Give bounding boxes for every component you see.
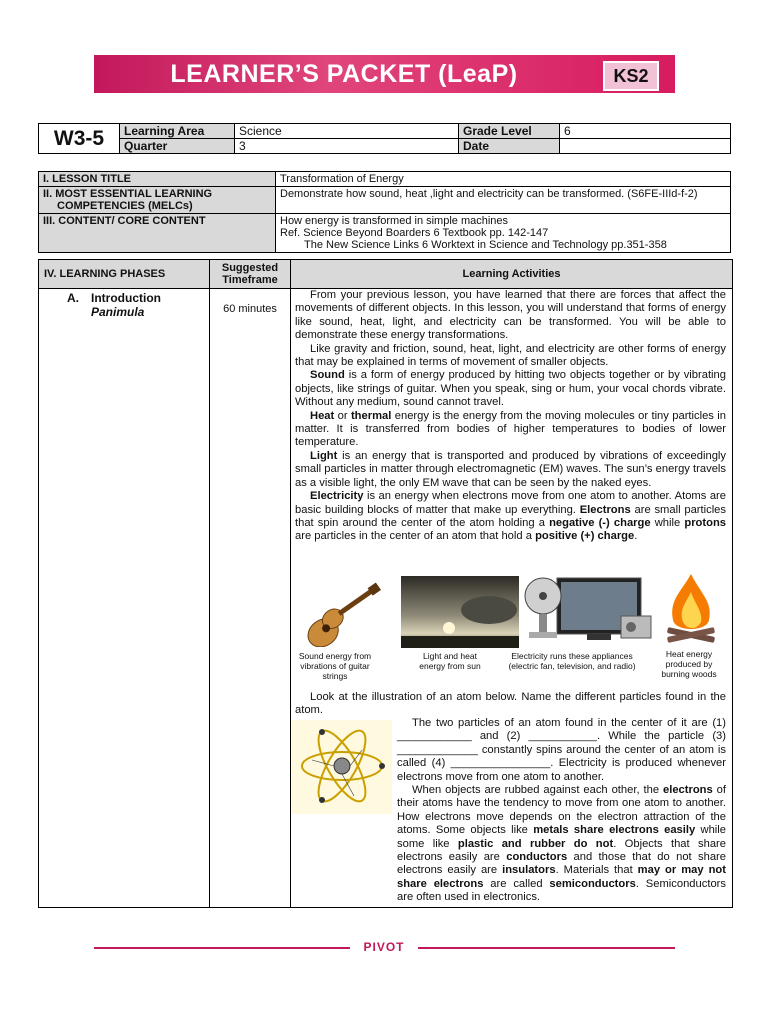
term-negative: negative (-) charge	[549, 516, 651, 529]
sunset-image	[401, 576, 519, 648]
activities-intro	[295, 289, 726, 544]
quarter-value: 3	[235, 139, 459, 154]
caption-guitar: Sound energy from vibrations of guitar strings	[298, 651, 372, 681]
term-plastic: plastic and rubber do not	[457, 837, 614, 850]
activities-col-header: Learning Activities	[462, 268, 561, 280]
header-table	[38, 123, 731, 154]
caption-appliances: Electricity runs these appliances (electric fan, television, and radio)	[508, 651, 636, 671]
rub-text-g: . Objects that share electrons easily are	[397, 837, 726, 864]
elec-text-g: are particles in the center of an atom that hold a	[295, 530, 536, 543]
phase-subtitle: Panimula	[91, 305, 145, 319]
learning-area-value: Science	[235, 124, 459, 139]
footer-rule-right	[418, 947, 675, 949]
timeframe-header-line1: Suggested	[221, 262, 279, 274]
rub-text-k: . Materials that	[555, 864, 638, 877]
lesson-title-value: Transformation of Energy	[276, 172, 731, 187]
paragraph-forms: Like gravity and friction, sound, heat, light, and electricity are other forms of energy that may be explained in terms of movement of smaller objects.	[295, 342, 726, 369]
light-text: is an energy that is transported and produced by vibrations of exceedingly small particles in matter through electromagnetic (EM) waves. The sun’s energy travels as a visible light, the only EM wave that can be seen by the naked eyes.	[295, 449, 726, 489]
grade-level-label: Grade Level	[459, 124, 560, 139]
sound-text: is a form of energy produced by hitting two objects together or by vibrating objects, like strings of guitar. When you speak, sing or hum, your vocal chords vibrate. Without any medium, sound cannot travel.	[295, 369, 726, 409]
melc-label-line2: COMPETENCIES (MELCs)	[57, 200, 193, 212]
activities-conductors	[295, 784, 726, 905]
rub-text-c: of their atoms have the tendency to move from one atom to another. How electrons move depends on the electron attraction of the atoms. Some objects like	[397, 784, 726, 837]
term-conductors: conductors	[506, 851, 568, 864]
date-value	[560, 139, 731, 154]
ks-badge: KS2	[603, 61, 659, 91]
footer-logo: PIVOT	[363, 940, 405, 954]
term-electricity: Electricity	[310, 490, 364, 503]
fire-image	[661, 572, 721, 648]
content-line3: The New Science Links 6 Worktext in Science and Technology pp.351-358	[304, 239, 667, 251]
atom-blanks	[397, 717, 726, 784]
heat-text: energy is the energy from the moving molecules or tiny particles in matter. It is transferred from bodies of higher temperatures to bodies of lower temperature.	[295, 409, 726, 449]
paragraph-electricity	[295, 490, 726, 544]
term-electrons-2: electrons	[662, 784, 713, 796]
elec-text-i: .	[634, 530, 638, 543]
appliances-image	[521, 570, 655, 650]
footer-rule-left	[94, 947, 350, 949]
paragraph-sound	[295, 369, 726, 409]
term-may-or-may-not: may or may not share electrons	[397, 864, 726, 890]
rub-text-i: and those that do not share electrons easily are	[397, 851, 726, 877]
date-label: Date	[459, 139, 560, 154]
banner	[94, 55, 675, 93]
banner-title: LEARNER’S PACKET (LeaP)	[170, 60, 518, 88]
paragraph-light	[295, 450, 726, 490]
term-heat: Heat	[310, 409, 335, 422]
paragraph-atom-blanks: The two particles of an atom found in the center of it are (1) ____________ and (2) ___________. While the particle (3) _____________ constantly spins around the center of an atom is called (4) ________________. Electricity is produced whenever electrons move from one atom to another.	[397, 717, 726, 783]
learning-area-label: Learning Area	[120, 124, 235, 139]
timeframe-value: 60 minutes	[223, 303, 277, 315]
timeframe-cell	[210, 289, 291, 907]
content-value	[276, 214, 731, 253]
paragraph-intro: From your previous lesson, you have learned that there are forces that affect the movements of different objects. In this lesson, you will understand that forms of energy like sound, heat, light, and electricity can be transformed. You will be able to demonstrate these energy transformations.	[295, 289, 726, 342]
guitar-image	[293, 573, 389, 647]
phase-cell	[39, 289, 210, 907]
heat-or: or	[334, 409, 351, 422]
atom-instructions	[295, 691, 726, 718]
lesson-title-label: I. LESSON TITLE	[39, 172, 276, 187]
quarter-label: Quarter	[120, 139, 235, 154]
melc-label-line1: II. MOST ESSENTIAL LEARNING	[43, 188, 213, 200]
week-code: W3-5	[39, 124, 120, 154]
elec-text-c: are small particles that spin around the center of the atom holding a	[295, 503, 727, 529]
paragraph-heat	[295, 410, 726, 450]
term-semiconductors: semiconductors	[549, 877, 636, 890]
caption-fire: Heat energy produced by burning woods	[661, 649, 717, 679]
phase-letter: A.	[67, 291, 79, 305]
caption-sun: Light and heat energy from sun	[419, 651, 481, 671]
grade-level-value: 6	[560, 124, 731, 139]
elec-text-e: while	[650, 516, 685, 529]
rub-text-e: while some like	[397, 824, 726, 850]
content-label: III. CONTENT/ CORE CONTENT	[39, 214, 276, 253]
learning-phases-table	[38, 259, 733, 908]
melc-value: Demonstrate how sound, heat ,light and electricity can be transformed. (S6FE-IIId-f-2)	[276, 187, 731, 214]
lesson-info-table	[38, 171, 731, 253]
content-line2: Ref. Science Beyond Boarders 6 Textbook pp. 142-147	[280, 227, 549, 239]
term-thermal: thermal	[350, 409, 392, 422]
phase-name: Introduction	[91, 291, 161, 305]
term-electrons: Electrons	[579, 503, 631, 516]
elec-text-a: is an energy when electrons move from one atom to another. Atoms are basic building blocks of matter that make up everything.	[295, 490, 726, 516]
paragraph-atom-intro: Look at the illustration of an atom below. Name the different particles found in the atom.	[295, 691, 726, 717]
term-positive: positive (+) charge	[535, 530, 635, 543]
content-line1: How energy is transformed in simple machines	[280, 215, 509, 227]
paragraph-rubbing	[295, 784, 726, 905]
rub-text-o: . Semiconductors are often used in electronics.	[397, 877, 726, 904]
term-protons: protons	[684, 516, 726, 529]
melc-label	[39, 187, 276, 214]
term-light: Light	[310, 449, 338, 462]
phases-col-header: IV. LEARNING PHASES	[44, 268, 166, 280]
term-metals: metals share electrons easily	[533, 824, 696, 837]
phases-header-row	[39, 260, 732, 289]
rub-text-a: When objects are rubbed against each other, the	[412, 784, 663, 796]
rub-text-m: are called	[483, 877, 550, 890]
timeframe-header-line2: Timeframe	[222, 274, 278, 286]
term-sound: Sound	[310, 369, 345, 382]
term-insulators: insulators	[502, 864, 556, 877]
timeframe-col-header	[210, 260, 290, 290]
